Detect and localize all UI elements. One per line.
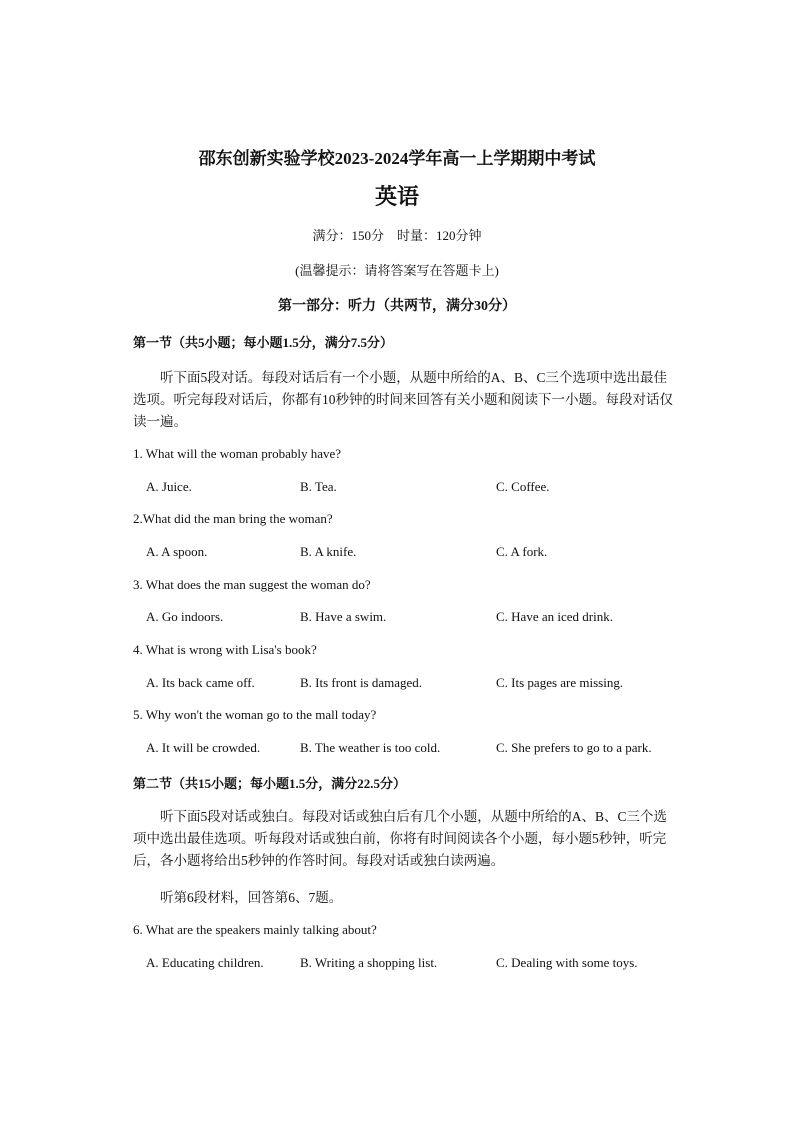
question-6-option-b: B. Writing a shopping list. (300, 955, 438, 970)
question-5-option-b: B. The weather is too cold. (300, 740, 441, 755)
question-1-option-a: A. Juice. (146, 479, 192, 494)
question-4-option-c: C. Its pages are missing. (496, 675, 624, 690)
question-4-option-a: A. Its back came off. (146, 675, 255, 690)
material-note: 听第6段材料，回答第6、7题。 (160, 890, 343, 905)
question-2-option-b: B. A knife. (300, 544, 357, 559)
score-time-info: 满分：150分 时量：120分钟 (312, 228, 482, 243)
question-3-option-a: A. Go indoors. (146, 609, 224, 624)
question-1-option-b: B. Tea. (300, 479, 337, 494)
question-1-option-c: C. Coffee. (496, 479, 550, 494)
exam-title: 邵东创新实验学校2023-2024学年高一上学期期中考试 (198, 149, 596, 168)
section2-heading: 第二节（共15小题；每小题1.5分，满分22.5分） (133, 776, 407, 791)
answer-reminder: (温馨提示：请将答案写在答题卡上) (295, 263, 499, 278)
question-4-option-b: B. Its front is damaged. (300, 675, 423, 690)
question-3-option-b: B. Have a swim. (300, 609, 387, 624)
part1-title: 第一部分：听力（共两节，满分30分） (278, 299, 516, 314)
question-6-stem: 6. What are the speakers mainly talking about? (133, 922, 377, 937)
question-6-option-a: A. Educating children. (146, 955, 264, 970)
question-2-option-a: A. A spoon. (146, 544, 208, 559)
question-2-option-c: C. A fork. (496, 544, 548, 559)
question-2-stem: 2.What did the man bring the woman? (133, 511, 333, 526)
question-6-option-c: C. Dealing with some toys. (496, 955, 638, 970)
section1-instructions: 听下面5段对话。每段对话后有一个小题，从题中所给的A、B、C三个选项中选出最佳选项。听完每段对话后，你都有10秒钟的时间来回答有关小题和阅读下一小题。每段对话仅读一遍。 (133, 370, 673, 429)
question-3-stem: 3. What does the man suggest the woman do? (133, 577, 371, 592)
question-5-option-c: C. She prefers to go to a park. (496, 740, 652, 755)
question-4-stem: 4. What is wrong with Lisa's book? (133, 642, 317, 657)
question-1-stem: 1. What will the woman probably have? (133, 446, 342, 461)
question-5-stem: 5. Why won't the woman go to the mall today? (133, 707, 377, 722)
section1-heading: 第一节（共5小题；每小题1.5分，满分7.5分） (133, 335, 394, 350)
section2-instructions: 听下面5段对话或独白。每段对话或独白后有几个小题，从题中所给的A、B、C三个选项中选出最佳选项。听每段对话或独白前，你将有时间阅读各个小题，每小题5秒钟，听完后，各小题将给出5秒钟的作答时间。每段对话或独白读两遍。 (133, 809, 668, 868)
question-5-option-a: A. It will be crowded. (146, 740, 261, 755)
question-3-option-c: C. Have an iced drink. (496, 609, 613, 624)
subject-title: 英语 (374, 184, 419, 209)
